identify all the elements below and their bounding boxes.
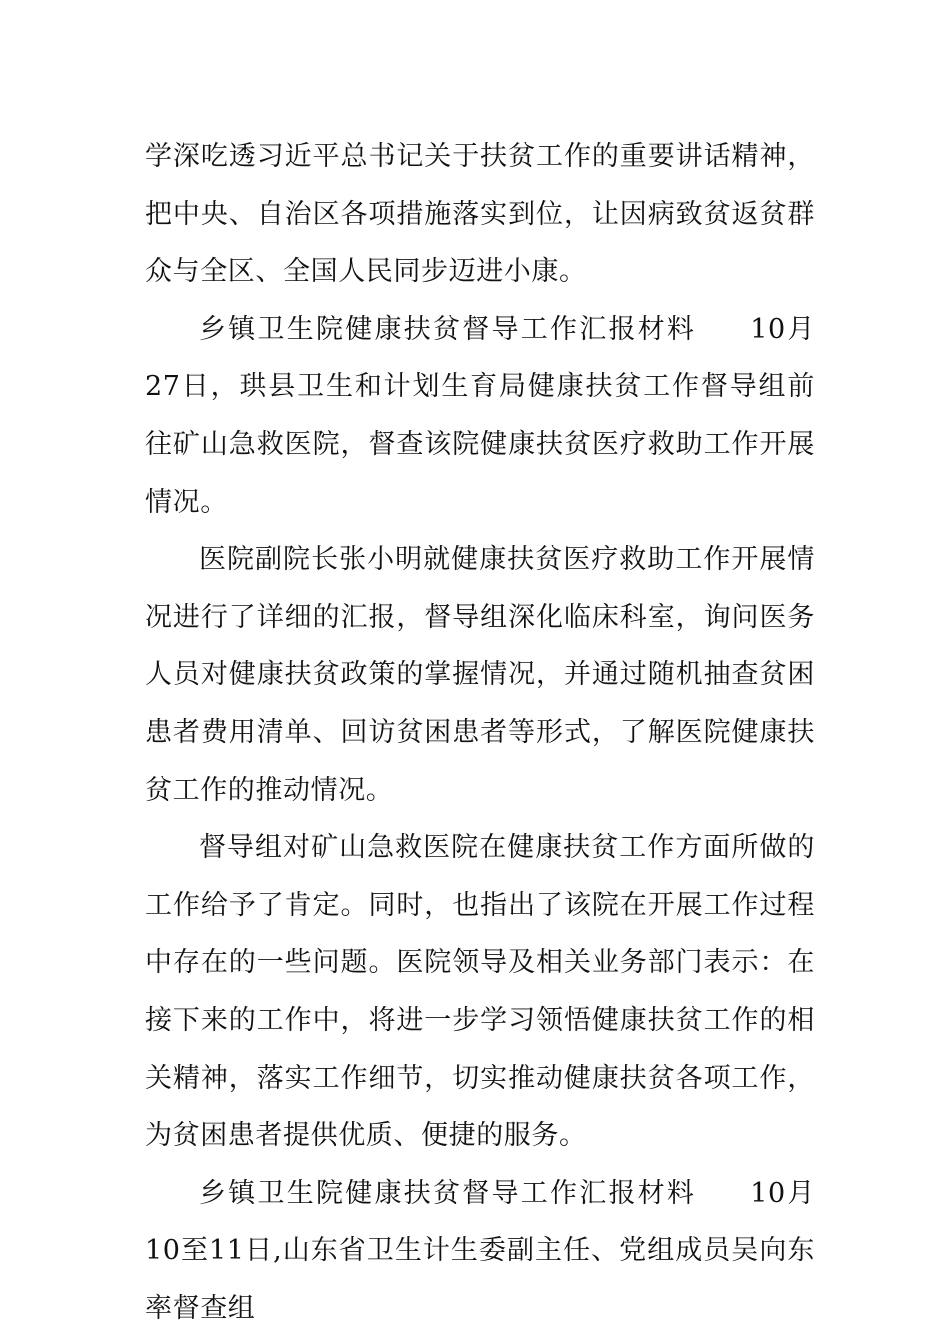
paragraph-4-text: 督导组对矿山急救医院在健康扶贫工作方面所做的工作给予了肯定。同时，也指出了该院在开展工作过程中存在的一些问题。医院领导及相关业务部门表示：在接下来的工作中，将进一步学习领悟健康扶贫工作的相关精神，落实工作细节，切实推动健康扶贫各项工作，为贫困患者提供优质、便捷的服务。 [145, 832, 815, 1152]
paragraph-4 [145, 819, 815, 1165]
paragraph-2 [145, 301, 815, 531]
paragraph-2-heading: 乡镇卫生院健康扶贫督导工作汇报材料 [199, 313, 697, 345]
document-body [145, 128, 815, 1337]
paragraph-2-text: 10月27日，珙县卫生和计划生育局健康扶贫工作督导组前往矿山急救医院，督查该院健康扶贫医疗救助工作开展情况。 [145, 313, 815, 518]
paragraph-3 [145, 531, 815, 819]
paragraph-5-text: 10月10至11日,山东省卫生计生委副主任、党组成员吴向东率督查组 [145, 1177, 815, 1324]
paragraph-5-heading: 乡镇卫生院健康扶贫督导工作汇报材料 [199, 1177, 697, 1209]
paragraph-1-text: 学深吃透习近平总书记关于扶贫工作的重要讲话精神，把中央、自治区各项措施落实到位，让因病致贫返贫群众与全区、全国人民同步迈进小康。 [145, 141, 815, 288]
paragraph-5 [145, 1165, 815, 1338]
paragraph-3-text: 医院副院长张小明就健康扶贫医疗救助工作开展情况进行了详细的汇报，督导组深化临床科室，询问医务人员对健康扶贫政策的掌握情况，并通过随机抽查贫困患者费用清单、回访贫困患者等形式，了解医院健康扶贫工作的推动情况。 [145, 544, 815, 806]
paragraph-1 [145, 128, 815, 301]
